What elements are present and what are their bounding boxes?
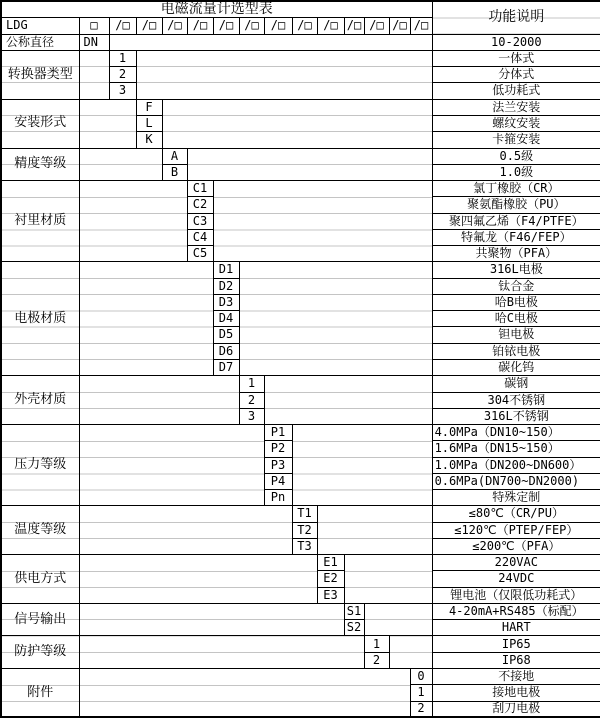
function-value: IP68 bbox=[432, 652, 600, 668]
blank-area bbox=[79, 669, 410, 718]
model-slot: /□ bbox=[213, 18, 239, 34]
option-code: P2 bbox=[264, 441, 292, 457]
option-code: A bbox=[162, 148, 187, 164]
option-code: S1 bbox=[344, 603, 364, 619]
option-code: F bbox=[136, 99, 162, 115]
function-value: 螺纹安装 bbox=[432, 115, 600, 131]
function-value: 低功耗式 bbox=[432, 83, 600, 99]
function-value: 一体式 bbox=[432, 50, 600, 66]
table-title: 电磁流量计选型表 bbox=[1, 1, 432, 18]
function-value: 碳钢 bbox=[432, 376, 600, 392]
option-code: K bbox=[136, 132, 162, 148]
option-code: D5 bbox=[213, 327, 239, 343]
option-code: P1 bbox=[264, 425, 292, 441]
option-code: 1 bbox=[364, 636, 389, 652]
option-code: D7 bbox=[213, 359, 239, 375]
blank-area bbox=[187, 148, 432, 181]
option-code: P4 bbox=[264, 473, 292, 489]
table-row bbox=[1, 376, 600, 392]
option-code: C2 bbox=[187, 197, 213, 213]
blank-area bbox=[79, 148, 162, 181]
option-code: D3 bbox=[213, 294, 239, 310]
blank-area bbox=[162, 99, 432, 148]
function-value: 哈C电极 bbox=[432, 311, 600, 327]
function-value: 钛合金 bbox=[432, 278, 600, 294]
function-value: 卡箍安装 bbox=[432, 132, 600, 148]
model-slot: /□ bbox=[317, 18, 344, 34]
blank-area bbox=[213, 181, 432, 262]
option-code: T3 bbox=[292, 538, 317, 554]
function-header: 功能说明 bbox=[432, 1, 600, 34]
table-row bbox=[1, 636, 600, 652]
option-code: 2 bbox=[364, 652, 389, 668]
model-slot: /□ bbox=[264, 18, 292, 34]
option-code: 1 bbox=[239, 376, 264, 392]
option-code: T1 bbox=[292, 506, 317, 522]
option-code: C1 bbox=[187, 181, 213, 197]
category-label: 精度等级 bbox=[1, 148, 79, 181]
function-value: 1.0级 bbox=[432, 164, 600, 180]
category-label: 温度等级 bbox=[1, 506, 79, 555]
function-value: 聚四氟乙烯（F4/PTFE） bbox=[432, 213, 600, 229]
blank-area bbox=[317, 506, 432, 555]
function-value: 1.0MPa（DN200~DN600） bbox=[432, 457, 600, 473]
blank-area bbox=[136, 50, 432, 99]
function-value: 法兰安装 bbox=[432, 99, 600, 115]
function-value: 4.0MPa（DN10~150） bbox=[432, 425, 600, 441]
model-slot: /□ bbox=[410, 18, 432, 34]
blank-area bbox=[264, 376, 432, 425]
option-code: 2 bbox=[109, 67, 136, 83]
title-row bbox=[1, 1, 600, 18]
table-row bbox=[1, 603, 600, 619]
option-code: S2 bbox=[344, 620, 364, 636]
function-value: ≤200℃（PFA） bbox=[432, 538, 600, 554]
category-label: 附件 bbox=[1, 669, 79, 718]
function-value: 分体式 bbox=[432, 67, 600, 83]
option-code: B bbox=[162, 164, 187, 180]
model-slot: /□ bbox=[389, 18, 410, 34]
blank-area bbox=[239, 262, 432, 376]
table-row bbox=[1, 148, 600, 164]
function-value: 铂铱电极 bbox=[432, 343, 600, 359]
option-code: E1 bbox=[317, 555, 344, 571]
option-code: 1 bbox=[109, 50, 136, 66]
diameter-function: 10-2000 bbox=[432, 34, 600, 50]
model-slot: /□ bbox=[109, 18, 136, 34]
option-code: D4 bbox=[213, 311, 239, 327]
function-value: 220VAC bbox=[432, 555, 600, 571]
model-slot: /□ bbox=[239, 18, 264, 34]
option-code: P3 bbox=[264, 457, 292, 473]
option-code: 2 bbox=[239, 392, 264, 408]
function-value: ≤80℃（CR/PU） bbox=[432, 506, 600, 522]
function-value: 304不锈钢 bbox=[432, 392, 600, 408]
option-code: 1 bbox=[410, 685, 432, 701]
blank-area bbox=[109, 34, 432, 50]
option-code: L bbox=[136, 115, 162, 131]
blank-area bbox=[79, 262, 213, 376]
model-slot: /□ bbox=[344, 18, 364, 34]
function-value: 24VDC bbox=[432, 571, 600, 587]
function-value: 聚氨酯橡胶（PU） bbox=[432, 197, 600, 213]
option-code: 3 bbox=[109, 83, 136, 99]
table-row bbox=[1, 669, 600, 685]
function-value: 氯丁橡胶（CR） bbox=[432, 181, 600, 197]
blank-area bbox=[79, 181, 187, 262]
table-row bbox=[1, 99, 600, 115]
function-value: 0.5级 bbox=[432, 148, 600, 164]
option-code: E3 bbox=[317, 587, 344, 603]
function-value: IP65 bbox=[432, 636, 600, 652]
category-label: 防护等级 bbox=[1, 636, 79, 669]
diameter-row bbox=[1, 34, 600, 50]
function-value: 刮刀电极 bbox=[432, 701, 600, 717]
blank-area bbox=[79, 425, 264, 506]
function-value: 哈B电极 bbox=[432, 294, 600, 310]
blank-area bbox=[344, 555, 432, 604]
category-label: 外壳材质 bbox=[1, 376, 79, 425]
option-code: 2 bbox=[410, 701, 432, 717]
blank-area bbox=[79, 506, 292, 555]
option-code: C3 bbox=[187, 213, 213, 229]
function-value: 共聚物（PFA） bbox=[432, 246, 600, 262]
blank-area bbox=[79, 50, 109, 99]
function-value: 316L电极 bbox=[432, 262, 600, 278]
diameter-label: 公称直径 bbox=[1, 34, 79, 50]
table-row bbox=[1, 181, 600, 197]
diameter-code: DN bbox=[79, 34, 109, 50]
option-code: D6 bbox=[213, 343, 239, 359]
category-label: 转换器类型 bbox=[1, 50, 79, 99]
table-row bbox=[1, 425, 600, 441]
category-label: 供电方式 bbox=[1, 555, 79, 604]
function-value: 316L不锈钢 bbox=[432, 408, 600, 424]
function-value: HART bbox=[432, 620, 600, 636]
blank-area bbox=[364, 603, 432, 636]
model-slot: /□ bbox=[187, 18, 213, 34]
function-value: 0.6MPa(DN700~DN2000) bbox=[432, 473, 600, 489]
model-slot: /□ bbox=[136, 18, 162, 34]
function-value: 1.6MPa（DN15~150） bbox=[432, 441, 600, 457]
function-value: 锂电池（仅限低功耗式） bbox=[432, 587, 600, 603]
function-value: ≤120℃（PTEP/FEP） bbox=[432, 522, 600, 538]
option-code: C5 bbox=[187, 246, 213, 262]
option-code: 0 bbox=[410, 669, 432, 685]
blank-area bbox=[79, 636, 364, 669]
model-box: □ bbox=[79, 18, 109, 34]
function-value: 特氟龙（F46/FEP） bbox=[432, 229, 600, 245]
blank-area bbox=[79, 555, 317, 604]
blank-area bbox=[389, 636, 432, 669]
model-slot: /□ bbox=[364, 18, 389, 34]
model-slot: /□ bbox=[162, 18, 187, 34]
table-row bbox=[1, 555, 600, 571]
function-value: 钽电极 bbox=[432, 327, 600, 343]
option-code: 3 bbox=[239, 408, 264, 424]
function-value: 接地电极 bbox=[432, 685, 600, 701]
table-row bbox=[1, 506, 600, 522]
category-label: 信号输出 bbox=[1, 603, 79, 636]
model-prefix: LDG bbox=[1, 18, 79, 34]
option-code: C4 bbox=[187, 229, 213, 245]
option-code: E2 bbox=[317, 571, 344, 587]
model-slot: /□ bbox=[292, 18, 317, 34]
category-label: 安装形式 bbox=[1, 99, 79, 148]
blank-area bbox=[292, 425, 432, 506]
option-code: D1 bbox=[213, 262, 239, 278]
category-label: 衬里材质 bbox=[1, 181, 79, 262]
function-value: 碳化钨 bbox=[432, 359, 600, 375]
option-code: T2 bbox=[292, 522, 317, 538]
option-code: D2 bbox=[213, 278, 239, 294]
blank-area bbox=[79, 603, 344, 636]
function-value: 4-20mA+RS485（标配） bbox=[432, 603, 600, 619]
option-code: Pn bbox=[264, 490, 292, 506]
table-row bbox=[1, 50, 600, 66]
blank-area bbox=[79, 99, 136, 148]
function-value: 特殊定制 bbox=[432, 490, 600, 506]
category-label: 压力等级 bbox=[1, 425, 79, 506]
blank-area bbox=[79, 376, 239, 425]
function-value: 不接地 bbox=[432, 669, 600, 685]
category-label: 电极材质 bbox=[1, 262, 79, 376]
table-row bbox=[1, 262, 600, 278]
